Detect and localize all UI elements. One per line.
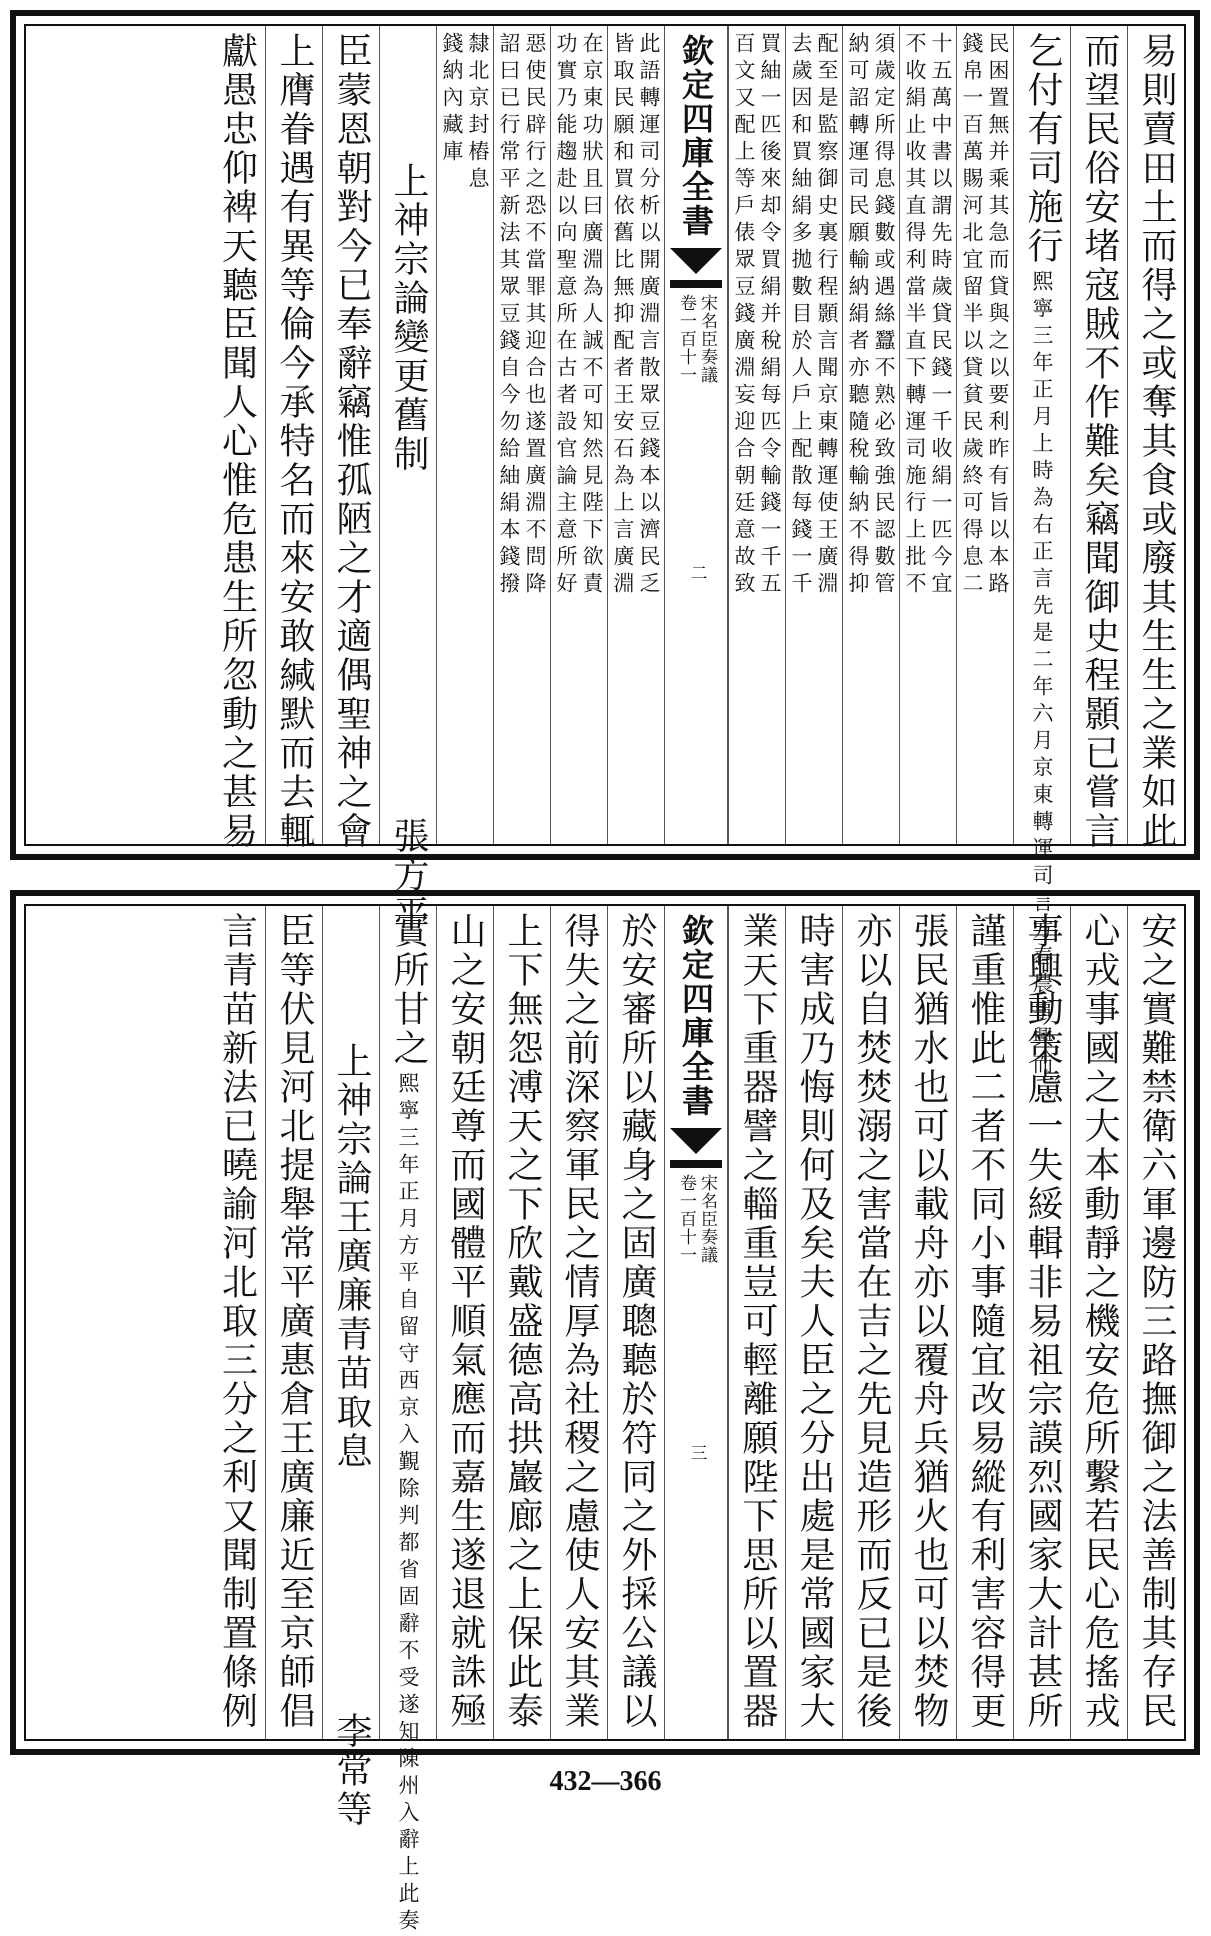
annotation-text: 此語轉運司分析以開廣淵言散眾豆錢本以濟民乏: [637, 32, 661, 599]
column-text: 山之安朝廷尊而國體平順氣應而嘉生遂退就誅殛: [445, 912, 486, 1731]
annotation-text: 民困置無并乘其急而貸與之以要利昨有旨以本路: [986, 32, 1010, 599]
column-text: 於安審所以藏身之固廣聰聽於符同之外採公議以: [616, 912, 657, 1731]
text-column: [208, 906, 265, 1739]
text-column: [265, 906, 322, 1739]
text-column: [550, 906, 607, 1739]
library-title: 欽定四庫全書: [677, 34, 715, 238]
memorial-title-column: [322, 906, 379, 1829]
annotation-column: [842, 26, 899, 844]
volume-label: 卷一百十一: [676, 294, 696, 384]
book-title: 宋名臣奏議: [697, 294, 717, 384]
center-fold: [664, 906, 728, 1739]
text-column: [208, 26, 265, 851]
annotation-column: [436, 26, 493, 844]
annotation-note: 熙寧三年正月方平自留守西京入覲除判都省固辭不受遂知陳州入辭上此奏: [396, 1072, 420, 1936]
annotation-column: [607, 26, 664, 844]
annotation-text: 隸北京封樁息: [466, 32, 490, 194]
page-number: 三: [686, 1444, 707, 1464]
text-column: [265, 26, 322, 851]
annotation-text: 錢帛一百萬賜河北宜留半以貸貧民歲終可得息二: [960, 32, 984, 599]
memorial-title: 上神宗論變更舊制: [388, 162, 429, 474]
book-title: 宋名臣奏議: [697, 1174, 717, 1264]
column-text: 臣等伏見河北提舉常平廣惠倉王廣廉近至京師倡: [274, 912, 315, 1731]
column-text: 業天下重器譬之輜重豈可輕離願陛下思所以置器: [737, 912, 778, 1731]
column-text: 臣蒙恩朝對今已奉辭竊惟孤陋之才適偶聖神之會: [331, 32, 372, 851]
annotation-text: 皆取民願和買依舊比無抑配者王安石為上言廣淵: [611, 32, 635, 599]
annotation-column: [899, 26, 956, 844]
annotation-column: [493, 26, 550, 844]
text-column: [322, 26, 379, 851]
column-text: 上膺眷遇有異等倫今承特名而來安敢緘默而去輒: [274, 32, 315, 851]
column-text: 實所甘之: [388, 912, 429, 1068]
annotation-text: 詔曰已行常平新法其眾豆錢自今勿給紬絹本錢撥: [497, 32, 521, 599]
annotation-text: 買紬一匹後來却令買絹并稅絹每匹令輸錢一千五: [758, 32, 782, 599]
column-text: 乞付有司施行: [1022, 32, 1063, 266]
text-column: [607, 906, 664, 1739]
column-text: 時害成乃悔則何及矣夫人臣之分出處是常國家大: [794, 912, 835, 1731]
sheet-number: 432—366: [549, 1766, 662, 1797]
fish-tail-bar: [670, 280, 722, 288]
column-text: 言青苗新法已曉諭河北取三分之利又聞制置條例: [216, 912, 258, 1731]
column-text: 安之實難禁衛六軍邊防三路撫御之法善制其存民: [1136, 912, 1177, 1731]
fish-tail-mark: [670, 1128, 722, 1154]
annotation-column: [728, 26, 785, 844]
annotation-text: 百文又配上等戶俵眾豆錢廣淵妄迎合朝廷意故致: [732, 32, 756, 599]
annotation-text: 在京東功狀且曰廣淵為人誠不可知然見陛下欲責: [580, 32, 604, 599]
column-text: 事興動策慮一失綏輯非易祖宗謨烈國家大計甚所: [1022, 912, 1063, 1731]
text-column: [1070, 26, 1127, 851]
volume-label: 卷一百十一: [676, 1174, 696, 1264]
column-text: 心戎事國之大本動靜之機安危所繫若民心危搖戎: [1079, 912, 1120, 1731]
text-column: [785, 906, 842, 1739]
column-text: 謹重惟此二者不同小事隨宜改易縱有利害容得更: [965, 912, 1006, 1731]
column-text: 張民猶水也可以載舟亦以覆舟兵猶火也可以焚物: [908, 912, 949, 1731]
annotation-text: 配至是監察御史裏行程顥言聞京東轉運使王廣淵: [815, 32, 839, 599]
text-column: [1013, 906, 1070, 1739]
annotation-text: 去歲因和買紬絹多拋數目於人戶上配散每錢一千: [789, 32, 813, 599]
annotation-text: 不收絹止收其直得利當半直下轉運司施行上批不: [903, 32, 927, 599]
text-column: [1127, 906, 1184, 1739]
column-text: 易則賣田土而得之或奪其食或廢其生生之業如此: [1136, 32, 1177, 851]
annotation-text: 功實乃能趨赴以向聖意所在古者設官論主意所好: [554, 32, 578, 599]
annotation-column: [785, 26, 842, 844]
memorial-author: 張方平: [388, 817, 429, 934]
page-number: 二: [686, 564, 707, 584]
annotation-text: 納可詔轉運司民願輸納絹者亦聽隨稅輸納不得抑: [846, 32, 870, 599]
annotation-column: [550, 26, 607, 844]
library-title: 欽定四庫全書: [677, 914, 715, 1118]
column-text: 亦以自焚焚溺之害當在吉之先見造形而反已是後: [851, 912, 892, 1731]
text-column: [899, 906, 956, 1739]
column-text: 而望民俗安堵寇賊不作難矣竊聞御史程顥已嘗言: [1079, 32, 1120, 851]
column-text: 得失之前深察軍民之情厚為社稷之慮使人安其業: [559, 912, 600, 1731]
text-column: [493, 906, 550, 1739]
annotation-text: 惡使民辟行之恐不當罪其迎合也遂置廣淵不問降: [523, 32, 547, 599]
text-column: [1013, 26, 1070, 1080]
memorial-title: 上神宗論王廣廉青苗取息: [331, 1042, 372, 1471]
annotation-text: 十五萬中書以謂先時歲貸民錢一千收絹一匹今宜: [929, 32, 953, 599]
text-column: [379, 906, 436, 1936]
text-column: [436, 906, 493, 1739]
text-column: [956, 906, 1013, 1739]
memorial-title-column: [379, 26, 436, 934]
memorial-author: 李常等: [331, 1712, 372, 1829]
column-text: 上下無怨溥天之下欣戴盛德高拱巖廊之上保此泰: [502, 912, 543, 1731]
annotation-note: 熙寧三年正月上時為右正言先是二年六月京東轉運司言方春農事興而: [1030, 270, 1054, 1080]
annotation-text: 錢納內藏庫: [440, 32, 464, 167]
fish-tail-mark: [670, 248, 722, 274]
annotation-text: 須歲定所得息錢數或遇絲蠶不熟必致強民認數管: [872, 32, 896, 599]
text-column: [1127, 26, 1184, 851]
annotation-column: [956, 26, 1013, 844]
fish-tail-bar: [670, 1160, 722, 1168]
text-column: [1070, 906, 1127, 1739]
text-column: [728, 906, 785, 1739]
column-text: 獻愚忠仰裨天聽臣聞人心惟危患生所忽動之甚易: [216, 32, 258, 851]
center-fold: [664, 26, 728, 844]
text-column: [842, 906, 899, 1739]
